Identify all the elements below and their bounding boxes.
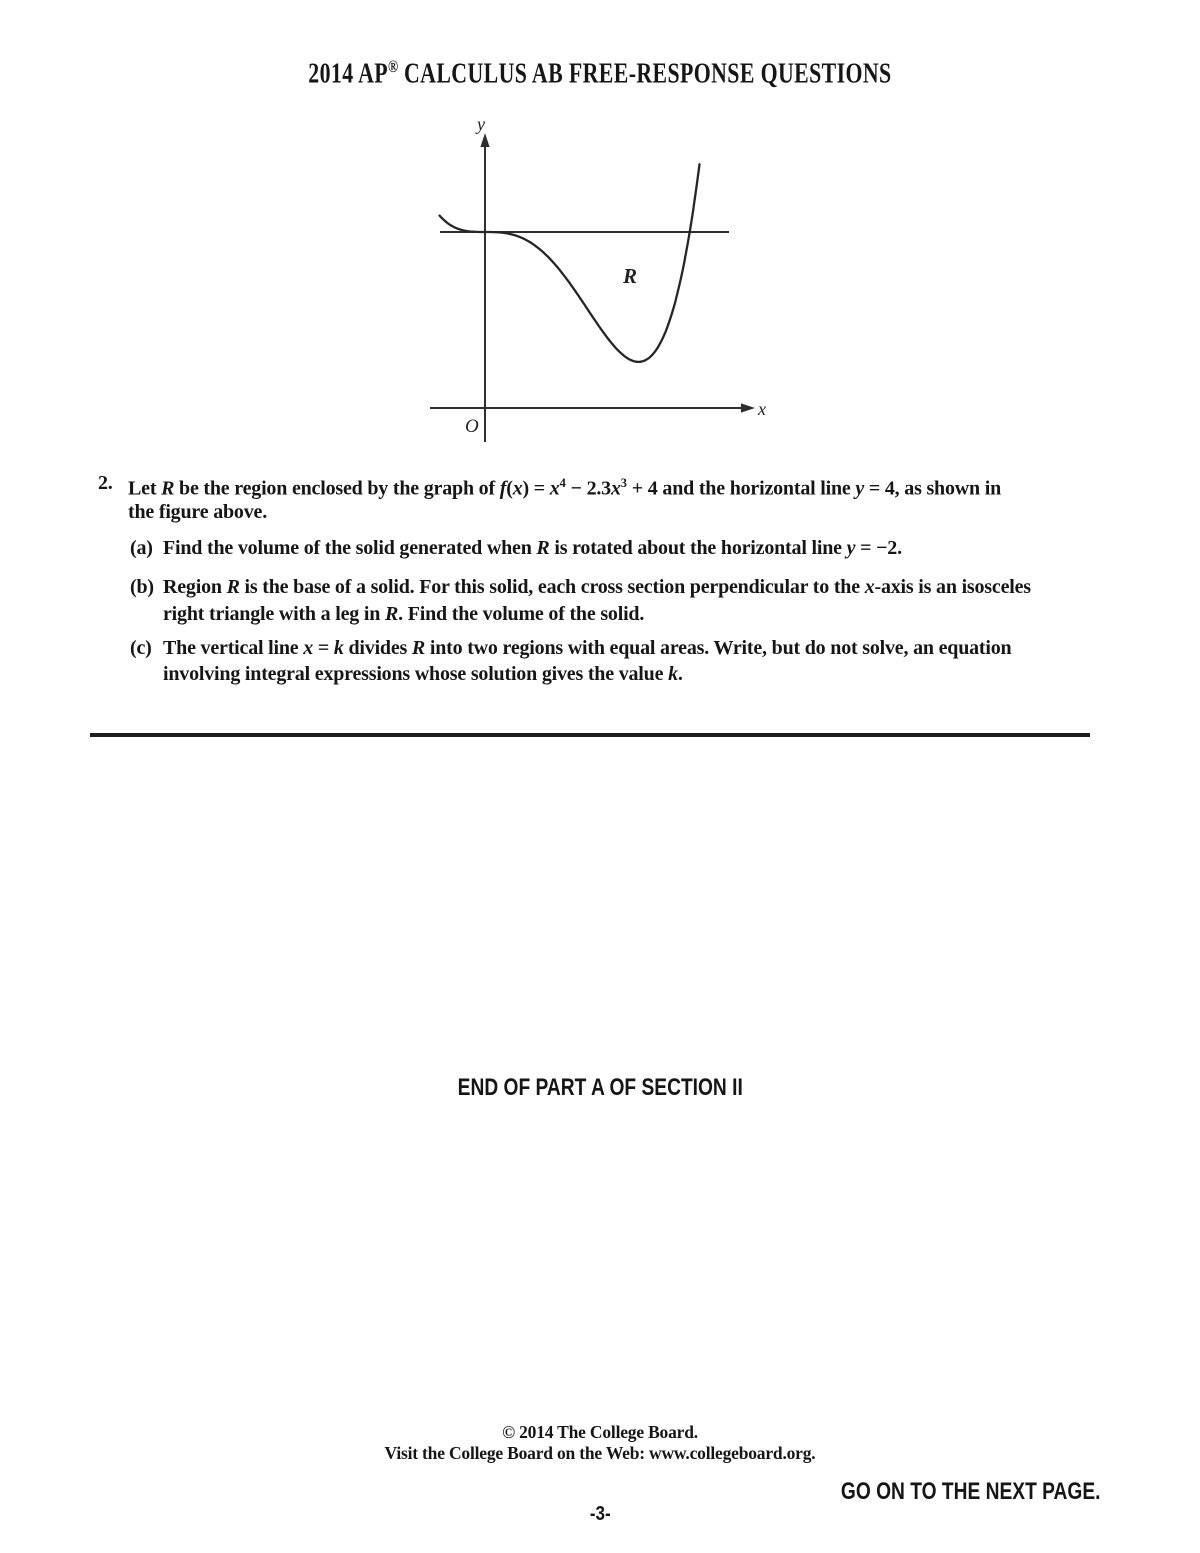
part-a-text: Find the volume of the solid generated when R is rotated about the horizontal line y = −2. bbox=[163, 537, 902, 559]
question-intro-line2: the figure above. bbox=[128, 501, 267, 523]
page-title-text: 2014 AP® CALCULUS AB FREE-RESPONSE QUESTIONS bbox=[308, 57, 892, 90]
part-a-label: (a) bbox=[130, 537, 153, 559]
question-intro-line1: Let R be the region enclosed by the graph of $f(x) = x^4 - 2.3x^3 + 4$ and the horizontal line y = 4, as shown in bbox=[128, 476, 1002, 500]
go-on-notice-text: GO ON TO THE NEXT PAGE. bbox=[840, 1478, 1100, 1505]
part-c-label: (c) bbox=[130, 637, 152, 659]
x-axis-label: x bbox=[758, 399, 766, 419]
go-on-notice bbox=[776, 1478, 1100, 1506]
footer-copyright: © 2014 The College Board. bbox=[502, 1422, 698, 1442]
figure-graph bbox=[425, 112, 785, 457]
end-of-part-notice bbox=[0, 1074, 1200, 1102]
page-number bbox=[0, 1503, 1200, 1526]
origin-label: O bbox=[465, 416, 479, 437]
region-label: R bbox=[623, 264, 638, 288]
y-axis-arrow-icon bbox=[480, 133, 489, 147]
page-title bbox=[0, 57, 1200, 90]
footer-web-address: Visit the College Board on the Web: www.collegeboard.org. bbox=[384, 1443, 816, 1463]
part-c-text-line2: involving integral expressions whose solution gives the value k. bbox=[163, 663, 683, 685]
section-divider bbox=[90, 733, 1090, 737]
part-b-text-line1: Region R is the base of a solid. For this solid, each cross section perpendicular to the x-axis is an isosceles bbox=[163, 576, 1031, 598]
part-b-text-line2: right triangle with a leg in R. Find the volume of the solid. bbox=[163, 603, 645, 625]
x-axis-arrow-icon bbox=[741, 403, 755, 412]
page-number-text: -3- bbox=[589, 1503, 611, 1525]
part-b-label: (b) bbox=[130, 576, 154, 598]
end-of-part-notice-text: END OF PART A OF SECTION II bbox=[457, 1074, 743, 1101]
part-c-text-line1: The vertical line x = k divides R into two regions with equal areas. Write, but do not solve, an equation bbox=[163, 637, 1012, 659]
question-number: 2. bbox=[98, 472, 113, 494]
y-axis-label: y bbox=[477, 114, 485, 134]
function-curve bbox=[440, 164, 700, 362]
graph-svg bbox=[425, 112, 785, 457]
